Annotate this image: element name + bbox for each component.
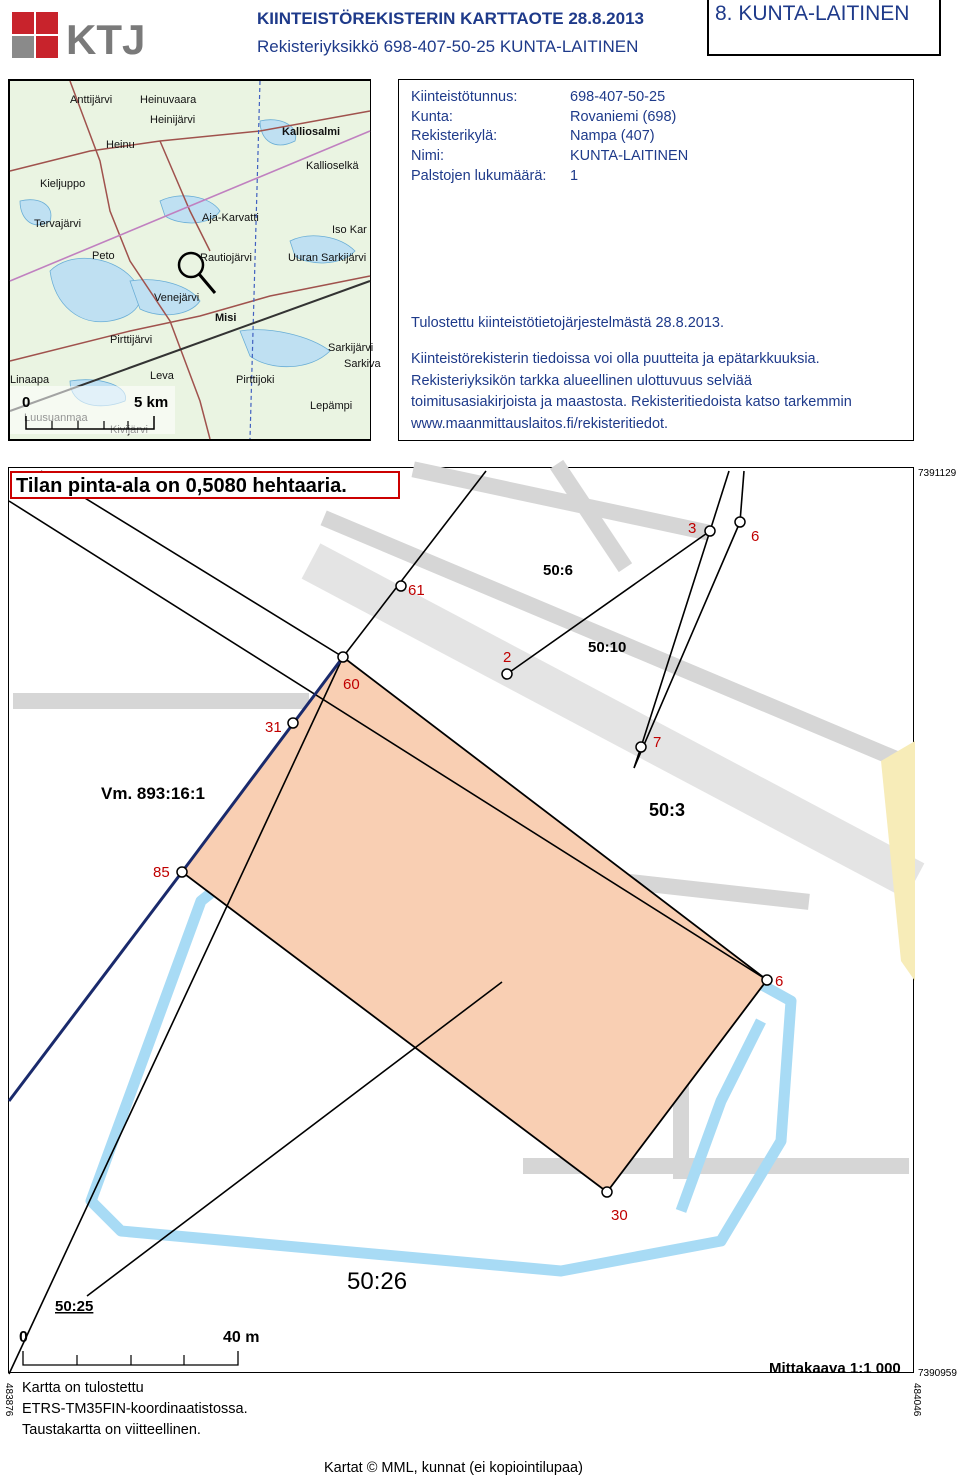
notice-line: Rekisteriyksikön tarkka alueellinen ulottuvuus selviää (411, 373, 752, 389)
notice-line: toimitusasiakirjoista ja maastosta. Rekisteritiedoista katso tarkemmin (411, 394, 852, 410)
notice-line: Kiinteistörekisterin tiedoissa voi olla puutteita ja epätarkkuuksia. (411, 351, 820, 367)
overview-scale-bar (10, 386, 175, 434)
svg-text:Vm. 893:16:1: Vm. 893:16:1 (101, 784, 205, 803)
svg-text:7: 7 (653, 734, 662, 751)
svg-text:61: 61 (408, 582, 425, 599)
printed-note: Tulostettu kiinteistötietojärjestelmästä 28.8.2013. (411, 315, 724, 331)
svg-text:Heinu: Heinu (106, 139, 135, 151)
svg-text:50:26: 50:26 (347, 1268, 408, 1295)
info-value-village: Nampa (407) (570, 128, 655, 144)
svg-text:0: 0 (22, 394, 31, 411)
svg-text:5 km: 5 km (134, 394, 169, 411)
footer-line: ETRS-TM35FIN-koordinaatistossa. (22, 1401, 248, 1417)
svg-text:Uuran Sarkijärvi: Uuran Sarkijärvi (288, 252, 367, 264)
info-value-name: KUNTA-LAITINEN (570, 148, 689, 164)
svg-text:50:25: 50:25 (55, 1298, 94, 1315)
info-label-id: Kiinteistötunnus: (411, 89, 518, 105)
svg-text:40 m: 40 m (223, 1329, 260, 1346)
main-scale-bar (19, 1329, 259, 1365)
svg-text:Lepämpi: Lepämpi (310, 400, 353, 412)
svg-text:30: 30 (611, 1207, 628, 1224)
overview-map (8, 79, 381, 441)
svg-text:Kalliosalmi: Kalliosalmi (282, 126, 341, 138)
svg-text:Misi: Misi (215, 312, 237, 324)
svg-text:85: 85 (153, 864, 170, 881)
info-label-parcels: Palstojen lukumäärä: (411, 168, 547, 184)
info-label-village: Rekisterikylä: (411, 128, 498, 144)
svg-text:0: 0 (19, 1329, 28, 1346)
property-info-box (398, 79, 914, 441)
svg-text:Sarkijärvi: Sarkijärvi (328, 342, 374, 354)
notice-link[interactable]: www.maanmittauslaitos.fi/rekisteritiedot. (411, 416, 669, 432)
svg-text:Aja-Karvatti: Aja-Karvatti (202, 212, 259, 224)
svg-text:Rautiojärvi: Rautiojärvi (200, 252, 252, 264)
coord-bottom-left: 483876 (3, 1383, 14, 1417)
svg-text:2: 2 (503, 649, 512, 666)
unit-subtitle: Rekisteriyksikkö 698-407-50-25 KUNTA-LAITINEN (257, 37, 639, 56)
svg-text:60: 60 (343, 676, 360, 693)
info-label-name: Nimi: (411, 148, 445, 164)
info-value-id: 698-407-50-25 (570, 89, 666, 105)
svg-text:KTJ: KTJ (66, 16, 146, 63)
svg-text:Pirttijärvi: Pirttijärvi (110, 334, 153, 346)
info-value-parcels: 1 (570, 168, 579, 184)
copyright: Kartat © MML, kunnat (ei kopiointilupaa) (324, 1460, 583, 1476)
svg-text:Sarkiva: Sarkiva (344, 358, 381, 370)
svg-text:Leva: Leva (150, 370, 174, 382)
footer-line: Kartta on tulostettu (22, 1380, 144, 1396)
coord-bottom-right-x: 484046 (911, 1383, 922, 1417)
svg-text:Iso Kar: Iso Kar (332, 224, 367, 236)
area-label: Tilan pinta-ala on 0,5080 hehtaaria. (10, 471, 400, 499)
svg-text:3: 3 (688, 520, 697, 537)
extract-title: KIINTEISTÖREKISTERIN KARTTAOTE 28.8.2013 (257, 9, 644, 28)
svg-text:Kallioselkä: Kallioselkä (306, 160, 359, 172)
main-map (8, 467, 914, 1377)
svg-text:Venejärvi: Venejärvi (154, 292, 200, 304)
ktj-logo (10, 12, 150, 64)
svg-text:Pirttijoki: Pirttijoki (236, 374, 275, 386)
svg-text:31: 31 (265, 719, 282, 736)
info-value-municipality: Rovaniemi (698) (570, 109, 677, 125)
coord-bottom-right: 7390959 (918, 1368, 957, 1379)
svg-text:Heinijärvi: Heinijärvi (150, 114, 196, 126)
svg-text:Anttijärvi: Anttijärvi (70, 94, 113, 106)
footer-line: Taustakartta on viitteellinen. (22, 1422, 201, 1438)
svg-text:50:3: 50:3 (649, 800, 686, 820)
svg-text:6: 6 (775, 973, 784, 990)
coord-top-right: 7391129 (918, 468, 957, 479)
svg-text:Peto: Peto (92, 250, 115, 262)
svg-text:50:10: 50:10 (588, 639, 627, 656)
svg-text:Tervajärvi: Tervajärvi (34, 218, 82, 230)
svg-text:Linaapa: Linaapa (10, 374, 50, 386)
info-label-municipality: Kunta: (411, 109, 453, 125)
parcel-badge: 8. KUNTA-LAITINEN (707, 0, 941, 56)
svg-text:50:6: 50:6 (543, 562, 574, 579)
svg-text:6: 6 (751, 528, 760, 545)
scale-text: Mittakaava 1:1 000 (769, 1360, 901, 1377)
svg-text:Heinuvaara: Heinuvaara (140, 94, 197, 106)
svg-text:Kieljuppo: Kieljuppo (40, 178, 86, 190)
